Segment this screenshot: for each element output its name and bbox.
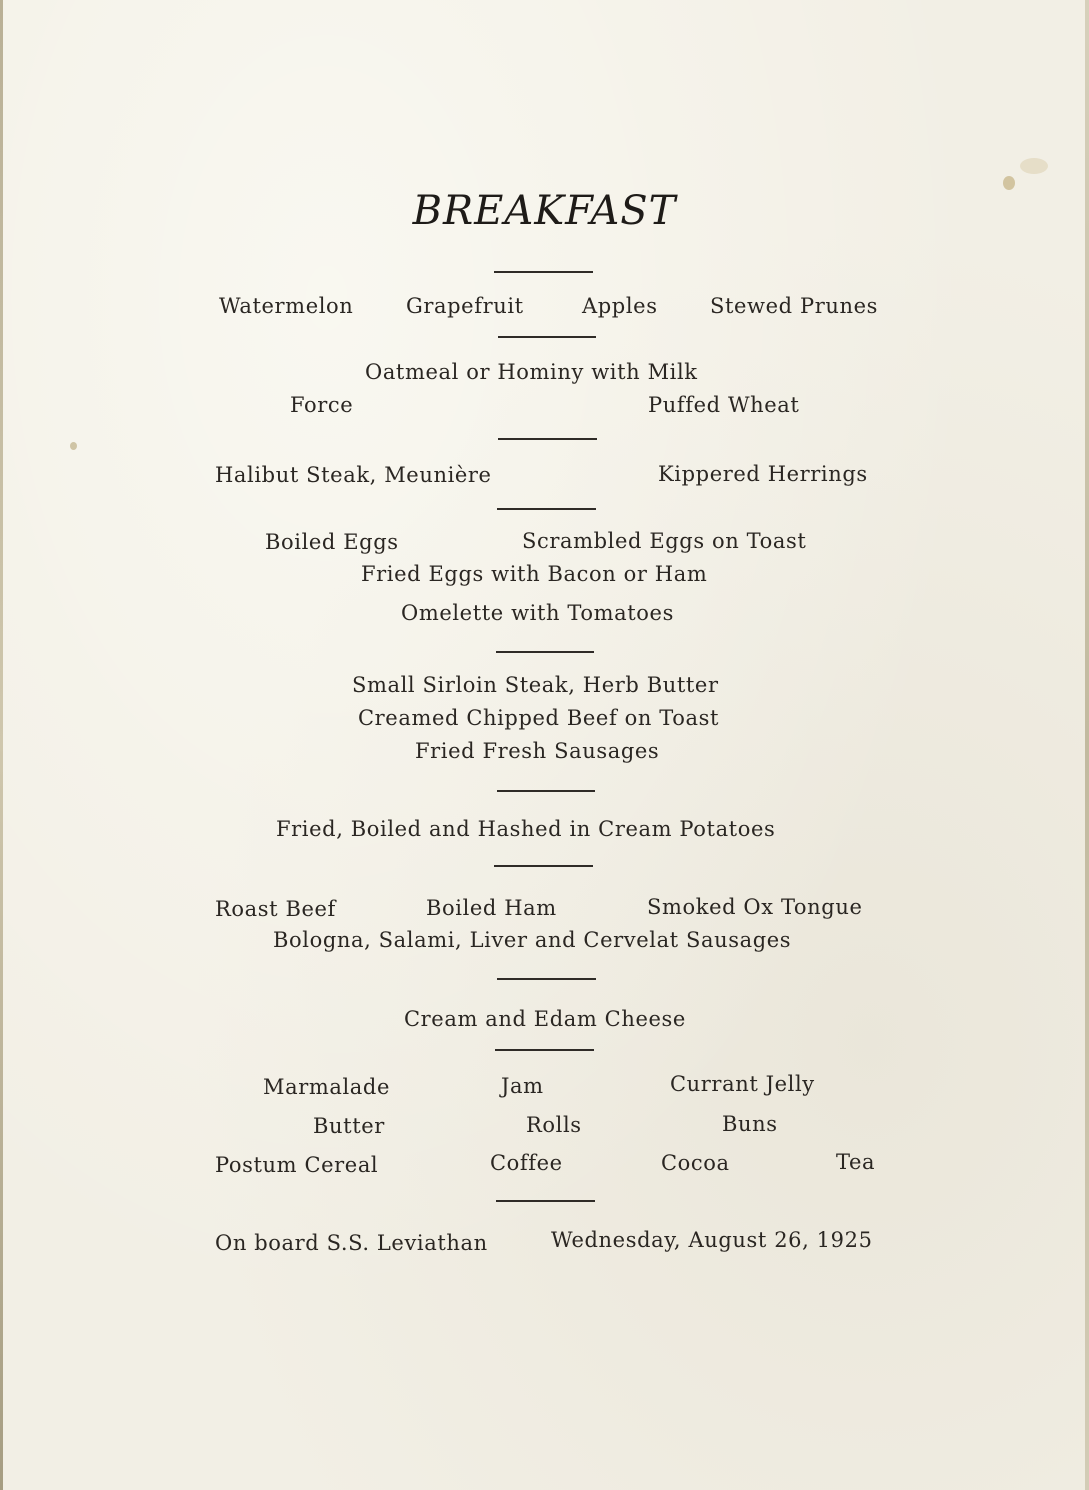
menu-item-fried-eggs: Fried Eggs with Bacon or Ham <box>361 562 708 586</box>
menu-item-stewed-prunes: Stewed Prunes <box>710 294 878 318</box>
menu-item-puffed-wheat: Puffed Wheat <box>648 393 800 417</box>
menu-item-postum-cereal: Postum Cereal <box>215 1153 379 1177</box>
menu-item-scrambled-eggs: Scrambled Eggs on Toast <box>522 529 807 553</box>
menu-item-tea: Tea <box>836 1150 876 1174</box>
menu-item-jam: Jam <box>501 1074 544 1098</box>
menu-item-coffee: Coffee <box>490 1151 563 1175</box>
menu-item-grapefruit: Grapefruit <box>406 294 524 318</box>
section-divider <box>494 271 593 273</box>
menu-item-cold-sausages: Bologna, Salami, Liver and Cervelat Sausages <box>273 928 792 952</box>
menu-item-kippered-herrings: Kippered Herrings <box>658 462 868 486</box>
menu-item-marmalade: Marmalade <box>263 1075 391 1099</box>
menu-item-cheese: Cream and Edam Cheese <box>404 1007 686 1031</box>
section-divider <box>495 1049 594 1051</box>
menu-item-omelette: Omelette with Tomatoes <box>401 601 674 625</box>
menu-item-currant-jelly: Currant Jelly <box>670 1072 815 1096</box>
menu-item-sirloin: Small Sirloin Steak, Herb Butter <box>352 673 719 697</box>
menu-item-oatmeal: Oatmeal or Hominy with Milk <box>365 360 698 384</box>
menu-item-halibut: Halibut Steak, Meunière <box>215 463 492 487</box>
menu-item-boiled-ham: Boiled Ham <box>426 896 557 920</box>
section-divider <box>497 508 596 510</box>
paper-stain <box>1020 158 1048 174</box>
footer-date: Wednesday, August 26, 1925 <box>551 1228 873 1252</box>
menu-item-cocoa: Cocoa <box>661 1151 730 1175</box>
menu-item-butter: Butter <box>313 1114 385 1138</box>
menu-item-rolls: Rolls <box>526 1113 582 1137</box>
menu-item-chipped-beef: Creamed Chipped Beef on Toast <box>358 706 719 730</box>
section-divider <box>498 336 596 338</box>
menu-item-ox-tongue: Smoked Ox Tongue <box>647 895 863 919</box>
section-divider <box>497 790 595 792</box>
section-divider <box>498 438 597 440</box>
menu-item-roast-beef: Roast Beef <box>215 897 336 921</box>
section-divider <box>497 978 596 980</box>
section-divider <box>494 865 593 867</box>
menu-item-potatoes: Fried, Boiled and Hashed in Cream Potatoes <box>276 817 776 841</box>
menu-item-boiled-eggs: Boiled Eggs <box>265 530 399 554</box>
menu-item-apples: Apples <box>582 294 658 318</box>
menu-item-force: Force <box>290 393 354 417</box>
menu-title: BREAKFAST <box>412 188 677 234</box>
menu-item-watermelon: Watermelon <box>219 294 354 318</box>
menu-item-buns: Buns <box>722 1112 778 1136</box>
section-divider <box>496 1200 595 1202</box>
menu-item-fresh-sausages: Fried Fresh Sausages <box>415 739 660 763</box>
footer-ship: On board S.S. Leviathan <box>215 1231 488 1255</box>
paper-stain <box>70 442 77 450</box>
section-divider <box>496 651 594 653</box>
